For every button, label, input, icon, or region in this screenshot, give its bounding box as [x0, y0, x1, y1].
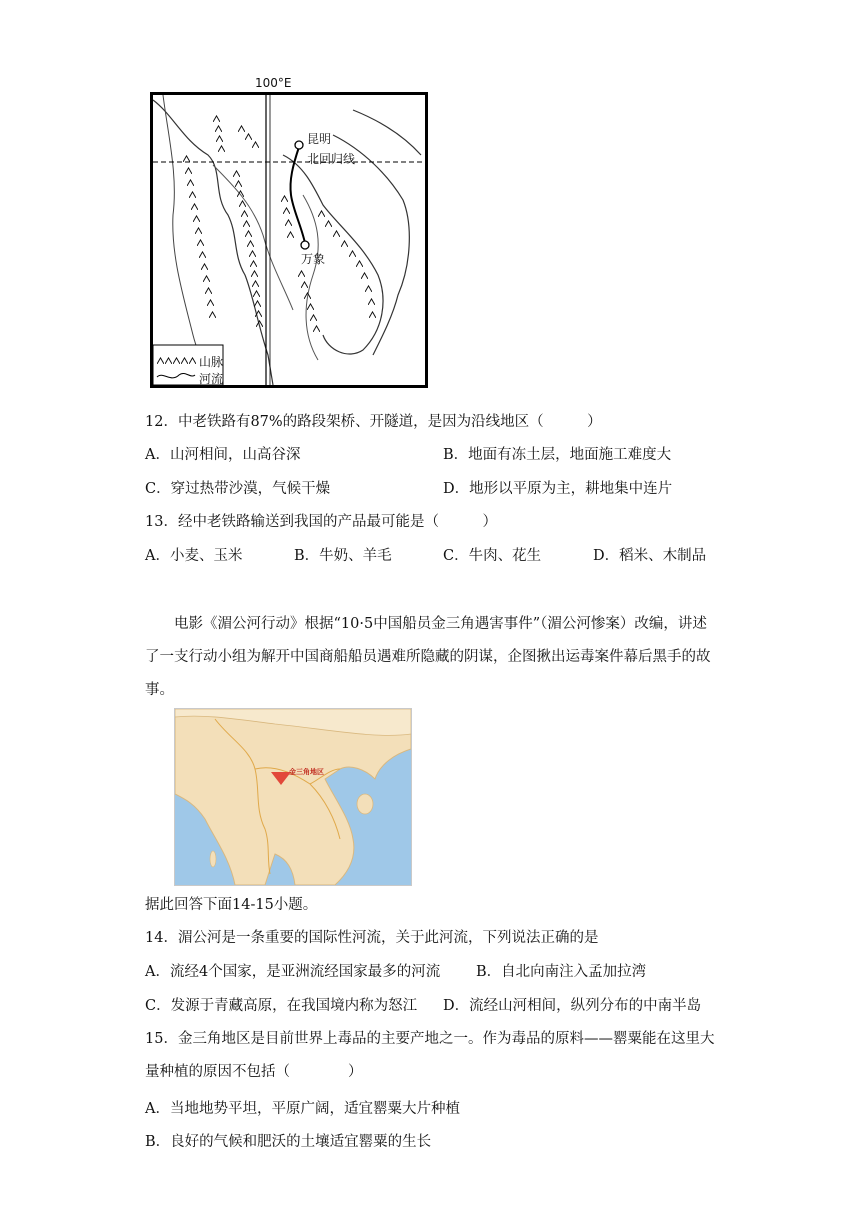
tropic-label: 北回归线 [307, 152, 356, 166]
q13-option-a[interactable]: A．小麦、玉米 [145, 548, 243, 564]
golden-triangle-map [174, 708, 412, 886]
q14-option-a[interactable]: A．流经4个国家，是亚洲流经国家最多的河流 [145, 964, 441, 980]
q12-stem: 12．中老铁路有87%的路段架桥、开隧道，是因为沿线地区（ ） [145, 414, 602, 430]
q13-option-b[interactable]: B．牛奶、羊毛 [294, 548, 392, 564]
q13-option-d[interactable]: D．稻米、木制品 [593, 548, 707, 564]
q14-stem: 14．湄公河是一条重要的国际性河流，关于此河流，下列说法正确的是 [145, 930, 599, 946]
indochina-relief-map [150, 92, 428, 388]
golden-triangle-label: 金三角地区 [289, 768, 324, 776]
q14-option-d[interactable]: D．流经山河相间，纵列分布的中南半岛 [443, 998, 702, 1014]
q15-option-b[interactable]: B．良好的气候和肥沃的土壤适宜罂粟的生长 [145, 1134, 432, 1150]
legend-river-label: 河流 [199, 372, 224, 386]
mekong-intro-paragraph: 电影《湄公河行动》根据“10·5中国船员金三角遇害事件”（湄公河惨案）改编，讲述了一支行动小组为解开中国商船船员遇难所隐藏的阴谋，企图揪出运毒案件幕后黑手的故事。 [145, 616, 711, 698]
meridian-label: 100°E [255, 76, 292, 90]
q13-option-c[interactable]: C．牛肉、花生 [443, 548, 542, 564]
map2-drawing [175, 709, 411, 885]
q15-option-a[interactable]: A．当地地势平坦，平原广阔，适宜罂粟大片种植 [145, 1101, 460, 1117]
legend-mountain-label: 山脉 [199, 355, 224, 369]
kunming-label: 昆明 [307, 132, 332, 146]
answer-instruction: 据此回答下面14-15小题。 [145, 897, 318, 913]
q14-option-b[interactable]: B．自北向南注入孟加拉湾 [476, 964, 647, 980]
vientiane-label: 万象 [301, 252, 326, 266]
q13-stem: 13．经中老铁路输送到我国的产品最可能是（ ） [145, 514, 497, 530]
q12-option-a[interactable]: A．山河相间，山高谷深 [145, 447, 301, 463]
q12-option-b[interactable]: B．地面有冻土层，地面施工难度大 [443, 447, 672, 463]
map-drawing [153, 95, 425, 385]
q12-option-d[interactable]: D．地形以平原为主，耕地集中连片 [443, 481, 673, 497]
q14-option-c[interactable]: C．发源于青藏高原，在我国境内称为怒江 [145, 998, 418, 1014]
q15-stem: 15．金三角地区是目前世界上毒品的主要产地之一。作为毒品的原料——罂粟能在这里大量种植的原因不包括（ ） [145, 1031, 715, 1080]
q12-option-c[interactable]: C．穿过热带沙漠，气候干燥 [145, 481, 331, 497]
